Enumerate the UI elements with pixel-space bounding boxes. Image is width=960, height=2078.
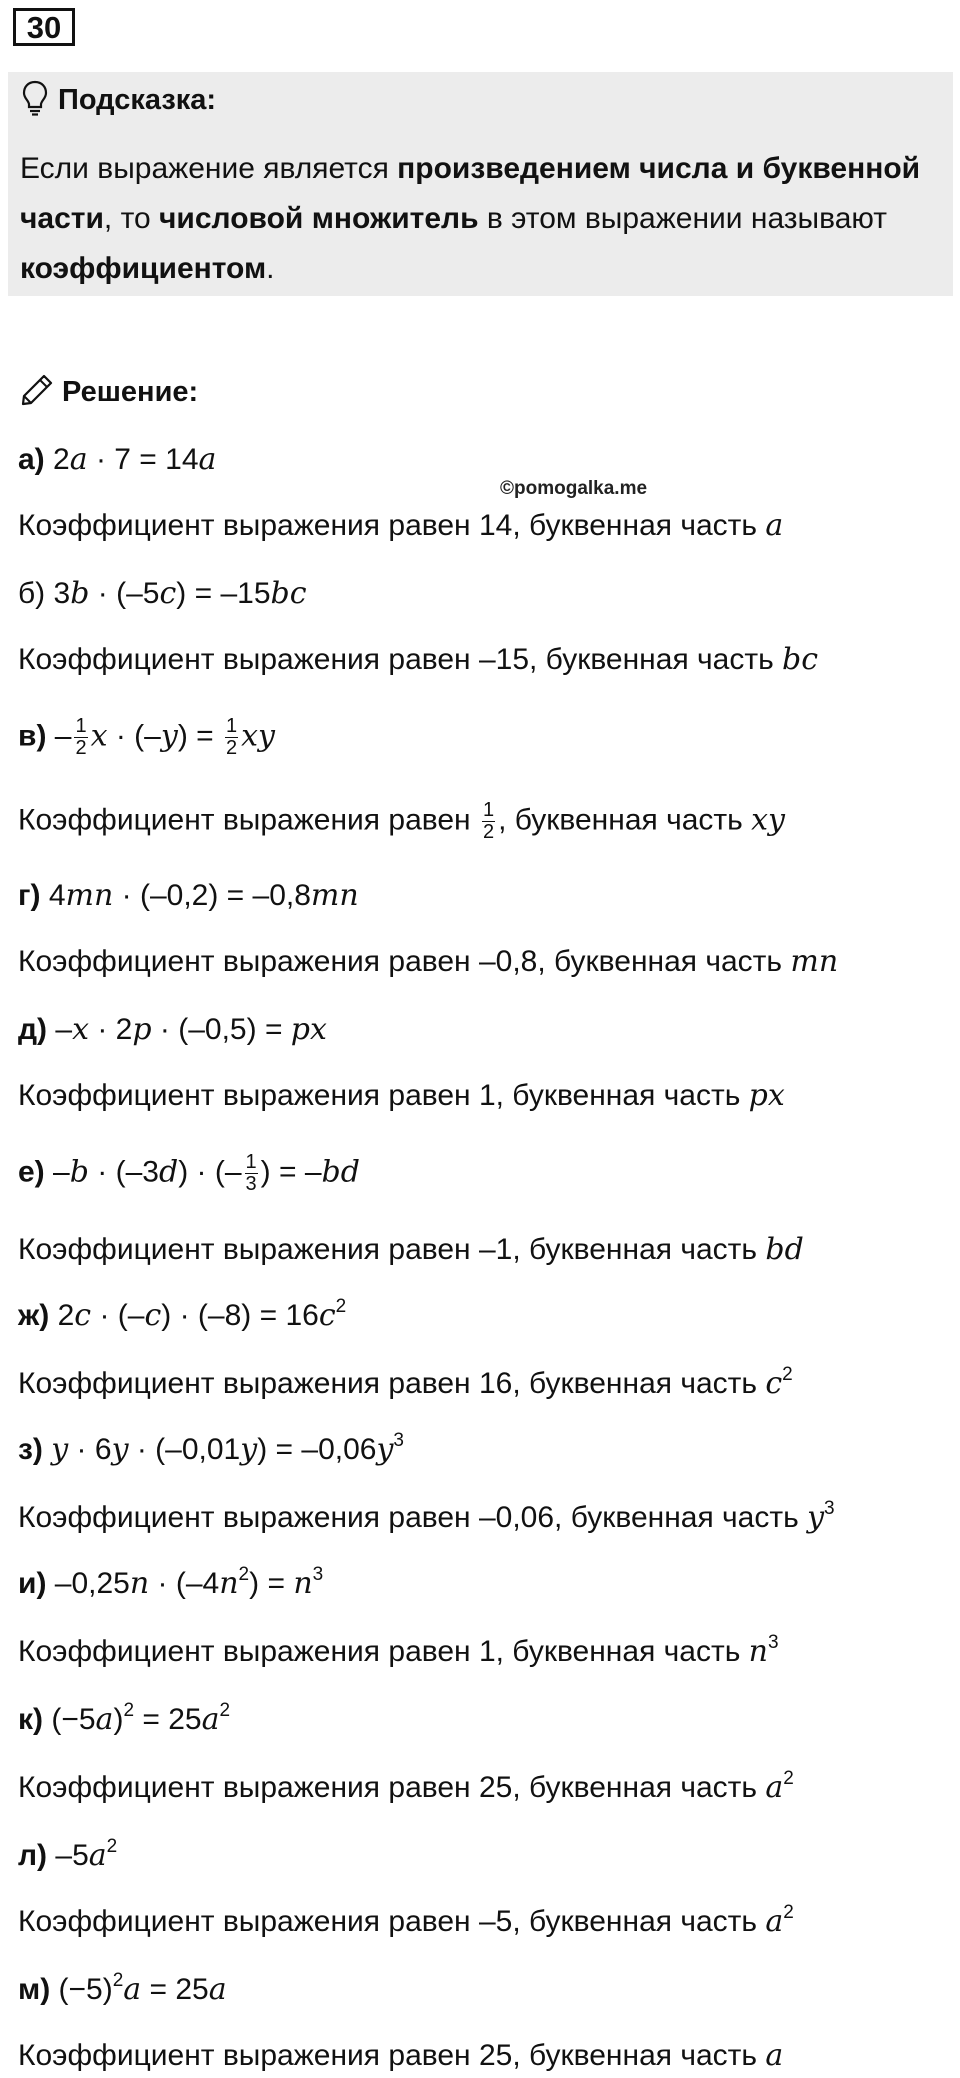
coefficient-value: 25 [478,2039,513,2072]
hint-box [8,72,953,296]
exponent: 2 [238,1564,250,1585]
answer-text: Коэффициент выражения равен [18,1905,479,1938]
item-d-expression [18,1010,327,1050]
item-l-answer [18,1902,794,1942]
expr-text: ) · (– [178,1155,242,1189]
math-var: bd [321,1154,360,1190]
item-v-expression [18,716,275,759]
item-z-expression [18,1430,404,1470]
item-label: к) [18,1703,44,1736]
watermark: ©pomogalka.me [500,478,648,499]
item-k-expression [18,1700,230,1740]
math-var: a [95,1702,114,1737]
fraction-denominator: 2 [226,737,238,759]
letter-part-value: a [765,1904,784,1939]
expr-text: – [47,1013,73,1046]
exponent: 3 [312,1564,324,1585]
exponent: 2 [123,1700,135,1721]
letter-part-value: px [748,1078,785,1113]
expr-text: ) = –0,06 [257,1433,377,1466]
expr-text: · 7 = 14 [87,443,199,476]
coefficient-value: –0,06 [478,1501,555,1534]
expr-text: 4 [40,879,66,912]
answer-text: Коэффициент выражения равен [18,1367,479,1400]
fraction-denominator: 2 [75,737,87,759]
math-var: n [129,1566,150,1601]
hint-bold-part: числовой множитель [159,202,479,235]
item-e-expression [18,1152,360,1195]
math-var: n [293,1566,313,1601]
math-var: c [159,576,177,611]
expr-text: – [46,719,72,753]
letter-part-value: bd [765,1232,804,1267]
item-b-expression [18,574,307,614]
answer-text: Коэффициент выражения равен [18,2039,479,2072]
letter-part-value: n [748,1634,768,1669]
math-var: xy [241,718,275,754]
exponent: 3 [768,1632,779,1653]
item-label: з) [18,1433,43,1466]
lightbulb-icon [22,80,48,121]
exponent: 2 [219,1700,231,1721]
answer-text: Коэффициент выражения равен [18,1079,479,1112]
expr-text: · (–4 [149,1567,220,1600]
answer-text: Коэффициент выражения равен [18,509,479,542]
fraction [245,1152,258,1195]
item-label: в) [18,719,47,753]
expr-text: 2 [44,443,70,476]
expr-text: · (–0,5) = [151,1013,291,1046]
item-d-answer [18,1076,785,1116]
letter-part-value: a [765,508,784,543]
expr-text: · (–0,2) = –0,8 [113,879,311,912]
expr-text: · 6 [68,1433,112,1466]
item-g-answer [18,942,838,982]
answer-text: Коэффициент выражения равен [18,803,479,837]
math-var: n [219,1566,239,1601]
letter-part-value: mn [790,944,839,979]
item-zh-answer [18,1364,793,1404]
math-var: d [158,1154,179,1190]
expr-text [43,1433,51,1466]
item-m-expression [18,1970,227,2010]
math-var: mn [65,878,114,913]
expr-text: ) = [249,1567,294,1600]
letter-part-value: a [765,2038,784,2073]
expr-text: 2 [49,1299,75,1332]
item-zh-expression [18,1296,346,1336]
expr-text: ) = –15 [176,577,271,610]
item-label: г) [18,879,41,912]
math-var: px [290,1012,327,1047]
letter-part-value: a [765,1770,784,1805]
expr-text: (−5 [43,1703,96,1736]
expr-text: ) = – [260,1155,322,1189]
fraction-numerator: 1 [482,799,495,821]
answer-text: Коэффициент выражения равен [18,1771,479,1804]
math-var: c [74,1298,92,1333]
exponent: 3 [824,1498,835,1519]
item-label: б) [18,577,46,610]
item-label: л) [18,1839,48,1872]
coefficient-value: –5 [478,1905,513,1938]
item-b-answer [18,640,818,680]
exponent: 2 [783,1768,794,1789]
coefficient-value: 14 [478,509,513,542]
item-i-expression [18,1564,323,1604]
coefficient-value: 1 [478,1079,496,1112]
answer-text: Коэффициент выражения равен [18,1233,479,1266]
hint-text [20,144,940,294]
expr-text: = 25 [134,1703,202,1736]
answer-text: Коэффициент выражения равен [18,643,479,676]
math-var: c [318,1298,336,1333]
hint-text-part: Если выражение является [20,152,398,185]
item-label: м) [18,1973,51,2006]
coefficient-value: 25 [478,1771,513,1804]
answer-text: , буквенная часть [529,643,783,676]
expr-text: · (– [91,1299,145,1332]
task-number: 30 [13,8,75,46]
math-var: a [201,1702,220,1737]
hint-bold-part: коэффициентом [20,252,267,285]
expr-text: ) [113,1703,124,1736]
answer-text: , буквенная часть [498,803,752,837]
expr-text: · 2 [89,1013,133,1046]
math-var: c [144,1298,162,1333]
exponent: 2 [783,1902,794,1923]
math-var: mn [310,878,359,913]
expr-text: ) = [177,719,222,753]
item-k-answer [18,1768,794,1808]
answer-text: Коэффициент выражения равен [18,945,479,978]
item-label: а) [18,443,45,476]
math-var: bc [270,576,307,611]
hint-text-part: в этом выражении называют [478,202,887,235]
exponent: 2 [782,1364,793,1385]
item-z-answer [18,1498,835,1538]
math-var: y [240,1432,258,1467]
answer-text: , буквенная часть [512,1233,766,1266]
answer-text: Коэффициент выражения равен [18,1635,479,1668]
math-var: y [376,1432,394,1467]
fraction-denominator: 2 [482,821,495,843]
hint-bold-part: произведением числа и буквенной части [20,152,921,235]
coefficient-fraction [482,800,495,843]
expr-text: · (–5 [89,577,160,610]
math-var: b [70,576,90,611]
coefficient-value: 1 [478,1635,496,1668]
math-var: a [198,442,217,477]
answer-text: , буквенная часть [512,1367,766,1400]
coefficient-value: –1 [478,1233,513,1266]
item-i-answer [18,1632,779,1672]
math-var: a [208,1972,227,2007]
math-var: b [69,1154,89,1190]
fraction [225,716,238,759]
fraction-numerator: 1 [226,715,238,737]
expr-text: (−5) [50,1973,113,2006]
math-var: a [123,1972,142,2007]
math-var: x [90,718,108,754]
expr-text: – [44,1155,70,1189]
expr-text: ) · (–8) = 16 [161,1299,319,1332]
expr-text: –5 [47,1839,89,1872]
letter-part-value: xy [751,802,785,838]
hint-text-part: , то [103,202,160,235]
fraction-numerator: 1 [75,715,87,737]
fraction [74,716,87,759]
item-label: и) [18,1567,47,1600]
item-v-answer [18,800,785,843]
coefficient-value: 16 [478,1367,513,1400]
answer-text: , буквенная часть [495,1079,749,1112]
answer-text: , буквенная часть [512,1905,766,1938]
expr-text: 3 [45,577,71,610]
math-var: y [160,718,178,754]
math-var: p [132,1012,152,1047]
answer-text: , буквенная часть [495,1635,749,1668]
math-var: a [69,442,88,477]
expr-text: = 25 [141,1973,209,2006]
coefficient-value: –0,8 [478,945,538,978]
item-m-answer [18,2036,783,2076]
exponent: 2 [106,1836,118,1857]
math-var: x [72,1012,89,1047]
answer-text: , буквенная часть [554,1501,808,1534]
answer-text: , буквенная часть [537,945,791,978]
hint-text-part: . [266,252,275,285]
letter-part-value: y [807,1500,825,1535]
coefficient-value: –15 [478,643,530,676]
item-l-expression [18,1836,117,1876]
hint-header [22,80,216,120]
math-var: a [88,1838,107,1873]
exponent: 3 [393,1430,404,1451]
item-g-expression [18,876,359,916]
fraction-numerator: 1 [245,1151,257,1173]
expr-text: · (–0,01 [128,1433,241,1466]
expr-text: · (–3 [88,1155,159,1189]
solution-title: Решение: [62,375,199,408]
solution-header [20,372,198,412]
item-label: д) [18,1013,48,1046]
answer-text: Коэффициент выражения равен [18,1501,479,1534]
item-a-expression [18,440,216,480]
expr-text: –0,25 [46,1567,130,1600]
pencil-icon [20,373,54,412]
math-var: y [111,1432,129,1467]
exponent: 2 [335,1296,347,1317]
item-e-answer [18,1230,804,1270]
item-label: ж) [18,1299,50,1332]
answer-text: , буквенная часть [512,1771,766,1804]
letter-part-value: c [765,1366,783,1401]
item-label: е) [18,1155,45,1189]
letter-part-value: bc [782,642,819,677]
math-var: y [51,1432,69,1467]
answer-text: , буквенная часть [512,509,766,542]
item-a-answer [18,506,783,546]
hint-title: Подсказка: [58,83,217,116]
exponent: 2 [112,1970,124,1991]
expr-text: · (– [107,719,161,753]
answer-text: , буквенная часть [512,2039,766,2072]
fraction-denominator: 3 [245,1173,257,1195]
